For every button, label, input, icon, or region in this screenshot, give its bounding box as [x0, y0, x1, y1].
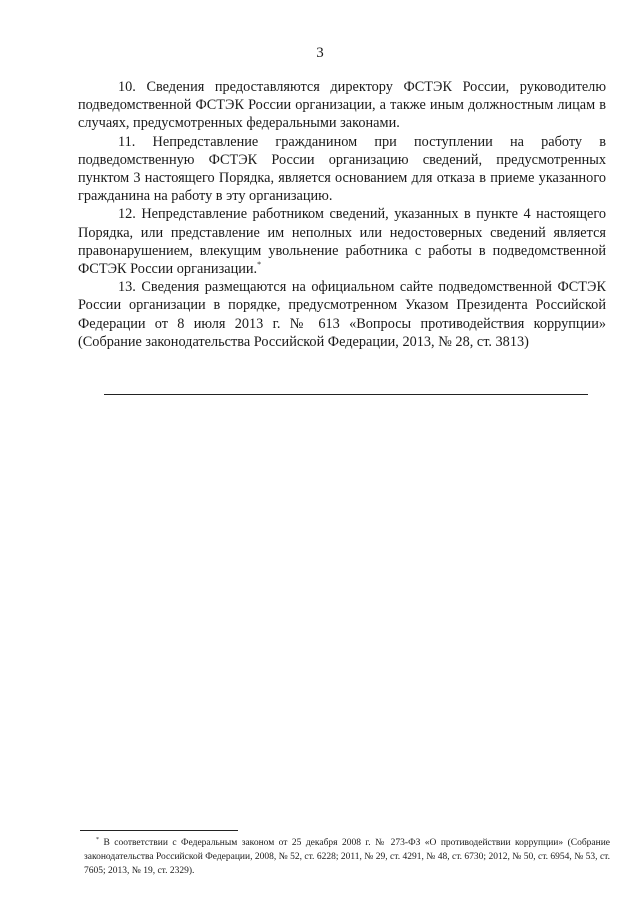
end-of-text-divider — [104, 394, 588, 395]
footnote-separator — [80, 830, 238, 831]
paragraph-13: 13. Сведения размещаются на официальном сайте подведомственной ФСТЭК России организации в порядке, предусмотренном Указом Президента Российской Федерации от 8 июля 2013 г. № 613 «Вопросы противодействия коррупции» (Собрание законодательства Российской Федерации, 2013, № 28, ст. 3813) — [78, 279, 606, 350]
document-body — [78, 78, 606, 351]
footnote-reference: * — [257, 260, 262, 270]
paragraph-11: 11. Непредставление гражданином при поступлении на работу в подведомственную ФСТЭК России организацию сведений, предусмотренных пунктом 3 настоящего Порядка, является основанием для отказа в приеме указанного гражданина на работу в эту организацию. — [78, 133, 606, 205]
footnote-text: В соответствии с Федеральным законом от 25 декабря 2008 г. № 273-ФЗ «О противодействии коррупции» (Собрание законодательства Российской Федерации, 2008, № 52, ст. 6228; 2011, № 29, ст. 4291, № 48, ст. 6730; 2012, № 50, ст. 6954, № 53, ст. 7605; 2013, № 19, ст. 2329). — [84, 838, 611, 877]
paragraph-12-text: 12. Непредставление работником сведений, указанных в пункте 4 настоящего Порядка, или представление им неполных или недостоверных сведений является правонарушением, влекущим увольнение работника с работы в подведомственной ФСТЭК России организации. — [78, 206, 606, 278]
paragraph-12 — [78, 205, 606, 278]
footnote — [84, 836, 610, 879]
page-number: 3 — [316, 45, 324, 61]
paragraph-10: 10. Сведения предоставляются директору ФСТЭК России, руководителю подведомственной ФСТЭК России организации, а также иным должностным лицам в случаях, предусмотренных федеральными законами. — [78, 79, 606, 132]
footnote-marker: * — [96, 837, 99, 843]
